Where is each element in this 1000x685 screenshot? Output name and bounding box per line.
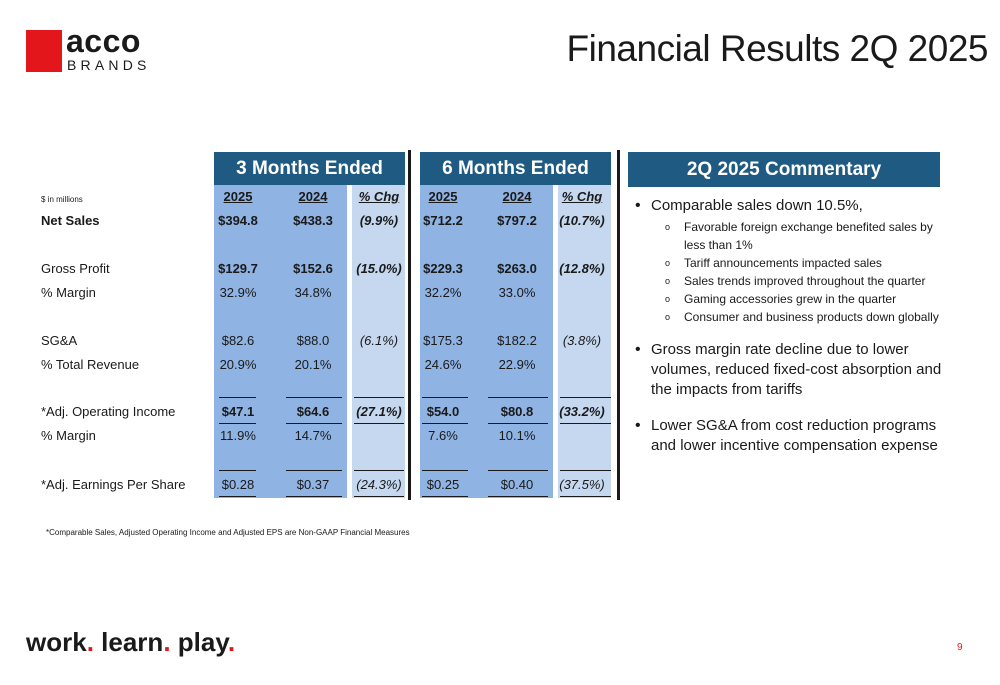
row-label: % Margin <box>41 428 96 443</box>
row-label: *Adj. Earnings Per Share <box>41 477 186 492</box>
table-cell: $797.2 <box>497 213 537 228</box>
footnote: *Comparable Sales, Adjusted Operating Income and Adjusted EPS are Non-GAAP Financial Measures <box>46 528 410 537</box>
logo-wordmark: acco <box>66 23 141 59</box>
separator-table-commentary <box>617 150 620 500</box>
rule-line <box>286 496 342 497</box>
table-cell: $394.8 <box>218 213 258 228</box>
table-cell: $47.1 <box>221 404 255 419</box>
commentary-sub-item: o Tariff announcements impacted sales <box>632 254 947 272</box>
rule-line <box>560 496 611 497</box>
rule-line <box>422 470 468 471</box>
rule-line <box>219 470 256 471</box>
table-cell: 33.0% <box>498 285 536 300</box>
table-cell: $54.0 <box>426 404 460 419</box>
column-header: % Chg <box>358 189 400 204</box>
column-header: % Chg <box>561 189 603 204</box>
table-cell: (6.1%) <box>359 333 399 348</box>
rule-line <box>354 397 404 398</box>
rule-line <box>560 423 611 424</box>
row-label: *Adj. Operating Income <box>41 404 176 419</box>
table-cell: $88.0 <box>296 333 330 348</box>
rule-line <box>488 423 548 424</box>
header-6-months: 6 Months Ended <box>420 152 611 185</box>
rule-line <box>422 423 468 424</box>
table-cell: $80.8 <box>500 404 534 419</box>
rule-line <box>560 470 611 471</box>
page-number: 9 <box>957 642 963 653</box>
commentary-sub-item: o Consumer and business products down globally <box>632 308 947 326</box>
rule-line <box>488 397 548 398</box>
table-cell: $175.3 <box>423 333 463 348</box>
commentary-bullet-text: • Gross margin rate decline due to lower volumes, reduced fixed-cost absorption and the impacts from tariffs <box>632 340 947 400</box>
page-title: Financial Results 2Q 2025 <box>566 28 988 69</box>
commentary-bullet <box>632 416 947 456</box>
rule-line <box>286 423 342 424</box>
row-label: SG&A <box>41 333 78 348</box>
table-cell: 14.7% <box>294 428 332 443</box>
table-cell: $229.3 <box>423 261 463 276</box>
table-cell: $82.6 <box>221 333 255 348</box>
commentary-list <box>632 196 947 456</box>
column-header: 2025 <box>428 189 458 204</box>
table-cell: $0.37 <box>296 477 330 492</box>
commentary-sub-item: o Sales trends improved throughout the quarter <box>632 272 947 290</box>
table-cell: (3.8%) <box>562 333 602 348</box>
tagline-work: work <box>26 627 87 657</box>
rule-line <box>219 496 256 497</box>
row-label: % Margin <box>41 285 96 300</box>
table-cell: $0.40 <box>500 477 534 492</box>
table-cell: $438.3 <box>293 213 333 228</box>
rule-line <box>354 423 404 424</box>
table-cell: 20.1% <box>294 357 332 372</box>
tagline <box>26 627 235 658</box>
table-cell: (12.8%) <box>559 261 605 276</box>
table-cell: $263.0 <box>497 261 537 276</box>
tagline-dot: . <box>86 627 94 657</box>
column-header: 2024 <box>298 189 328 204</box>
rule-line <box>219 397 256 398</box>
table-cell: $712.2 <box>423 213 463 228</box>
logo-red-square <box>26 30 62 72</box>
table-cell: (37.5%) <box>559 477 605 492</box>
table-cell: (27.1%) <box>356 404 402 419</box>
separator-3m-6m <box>408 150 411 500</box>
rule-line <box>422 496 468 497</box>
table-cell: 22.9% <box>498 357 536 372</box>
table-cell: 32.9% <box>219 285 257 300</box>
commentary-bullet <box>632 340 947 400</box>
rule-line <box>488 496 548 497</box>
table-cell: 20.9% <box>219 357 257 372</box>
column-header: 2024 <box>502 189 532 204</box>
tagline-dot: . <box>227 627 236 657</box>
table-cell: $182.2 <box>497 333 537 348</box>
rule-line <box>354 496 404 497</box>
acco-brands-logo <box>26 23 151 76</box>
column-header: 2025 <box>223 189 253 204</box>
commentary-sub-item: o Favorable foreign exchange benefited sales by less than 1% <box>632 218 947 254</box>
table-cell: $0.28 <box>221 477 255 492</box>
commentary-sub-item: o Gaming accessories grew in the quarter <box>632 290 947 308</box>
table-cell: (33.2%) <box>559 404 605 419</box>
rule-line <box>219 423 256 424</box>
table-cell: (15.0%) <box>356 261 402 276</box>
commentary-sub-list <box>632 218 947 326</box>
table-cell: (10.7%) <box>559 213 605 228</box>
row-label: Net Sales <box>41 213 100 228</box>
rule-line <box>422 397 468 398</box>
header-3-months: 3 Months Ended <box>214 152 405 185</box>
logo-subtitle: BRANDS <box>67 57 151 73</box>
rule-line <box>488 470 548 471</box>
tagline-play: play <box>177 627 228 657</box>
table-cell: 34.8% <box>294 285 332 300</box>
table-cell: $129.7 <box>218 261 258 276</box>
commentary-bullet <box>632 196 947 326</box>
table-cell: 11.9% <box>220 428 256 443</box>
row-label: % Total Revenue <box>41 357 140 372</box>
row-label: Gross Profit <box>41 261 110 276</box>
rule-line <box>286 470 342 471</box>
table-cell: 24.6% <box>424 357 462 372</box>
tagline-dot: . <box>163 627 171 657</box>
unit-note: $ in millions <box>41 195 83 204</box>
table-cell: (9.9%) <box>359 213 399 228</box>
commentary-bullet-text: • Comparable sales down 10.5%, <box>632 196 947 216</box>
table-cell: 32.2% <box>424 285 462 300</box>
tagline-learn: learn <box>101 627 164 657</box>
commentary-header: 2Q 2025 Commentary <box>628 152 940 187</box>
rule-line <box>286 397 342 398</box>
commentary-bullet-text: • Lower SG&A from cost reduction programs and lower incentive compensation expense <box>632 416 947 456</box>
rule-line <box>560 397 611 398</box>
rule-line <box>354 470 404 471</box>
table-cell: (24.3%) <box>356 477 402 492</box>
table-cell: 7.6% <box>428 428 458 443</box>
table-cell: $64.6 <box>296 404 330 419</box>
table-cell: $0.25 <box>426 477 460 492</box>
table-cell: 10.1% <box>498 428 536 443</box>
table-cell: $152.6 <box>293 261 333 276</box>
